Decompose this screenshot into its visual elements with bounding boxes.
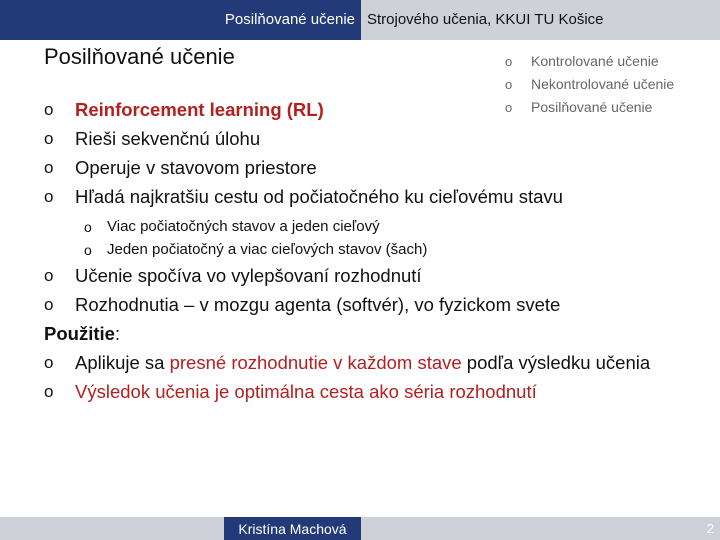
- apply-text-start: Aplikuje sa: [75, 352, 170, 373]
- bullet-item: [44, 125, 704, 154]
- sub-bullet-item: [44, 216, 704, 239]
- bullet-icon: o: [44, 266, 54, 285]
- bullet-item: [44, 183, 704, 212]
- bullet-item: [44, 378, 704, 407]
- usage-label: Použitie: [44, 323, 115, 344]
- apply-text-end: podľa výsledku učenia: [461, 352, 651, 373]
- list-item-label: Kontrolované učenie: [531, 53, 659, 69]
- bullet-item: [44, 262, 704, 291]
- usage-heading: [44, 320, 704, 349]
- header-course-title: [361, 0, 720, 40]
- page-number: 2: [706, 521, 714, 536]
- list-item: [505, 51, 674, 74]
- bullet-icon: o: [84, 219, 92, 235]
- sub-bullet-text: Viac počiatočných stavov a jeden cieľový: [107, 218, 380, 235]
- bullet-icon: o: [505, 100, 513, 115]
- bullet-text: Učenie spočíva vo vylepšovaní rozhodnutí: [75, 265, 422, 286]
- bullet-icon: o: [44, 158, 54, 177]
- bullet-icon: o: [44, 295, 54, 314]
- bullet-icon: o: [44, 100, 54, 119]
- bullet-text: Rieši sekvenčnú úlohu: [75, 128, 261, 149]
- slide-body: [44, 96, 704, 407]
- footer-author: [224, 517, 361, 540]
- slide-title: Posilňované učenie: [44, 44, 235, 69]
- list-item-label: Posilňované učenie: [531, 99, 653, 115]
- bullet-icon: o: [44, 187, 54, 206]
- bullet-text: Rozhodnutia – v mozgu agenta (softvér), vo fyzickom svete: [75, 294, 561, 315]
- footer-left-bar: [0, 517, 224, 540]
- bullet-text: [75, 349, 650, 378]
- bullet-icon: o: [44, 353, 54, 372]
- sub-bullet-item: [44, 239, 704, 262]
- bullet-icon: o: [505, 77, 513, 92]
- bullet-icon: o: [505, 54, 513, 69]
- result-text: Výsledok učenia je optimálna cesta ako séria rozhodnutí: [75, 381, 537, 402]
- footer-page: [361, 517, 720, 540]
- bullet-item: [44, 291, 704, 320]
- sub-bullet-text: Jeden počiatočný a viac cieľových stavov (šach): [107, 241, 428, 258]
- bullet-item-rl: [44, 96, 704, 125]
- bullet-text: Hľadá najkratšiu cestu od počiatočného ku cieľovému stavu: [75, 186, 563, 207]
- apply-text-highlight: presné rozhodnutie v každom stave: [169, 352, 462, 373]
- bullet-item: [44, 154, 704, 183]
- author-name: Kristína Machová: [238, 520, 347, 537]
- bullet-icon: o: [44, 129, 54, 148]
- usage-colon: :: [114, 323, 121, 344]
- header-right-text: Strojového učenia, KKUI TU Košice: [367, 11, 604, 28]
- bullet-item: [44, 349, 704, 378]
- bullet-icon: o: [44, 382, 54, 401]
- bullet-icon: o: [84, 242, 92, 258]
- rl-heading: Reinforcement learning (RL): [75, 99, 324, 120]
- header-section-title: [0, 0, 361, 40]
- header-left-text: Posilňované učenie: [224, 11, 355, 28]
- list-item-label: Nekontrolované učenie: [531, 76, 675, 92]
- list-item: [505, 74, 674, 97]
- bullet-text: Operuje v stavovom priestore: [75, 157, 317, 178]
